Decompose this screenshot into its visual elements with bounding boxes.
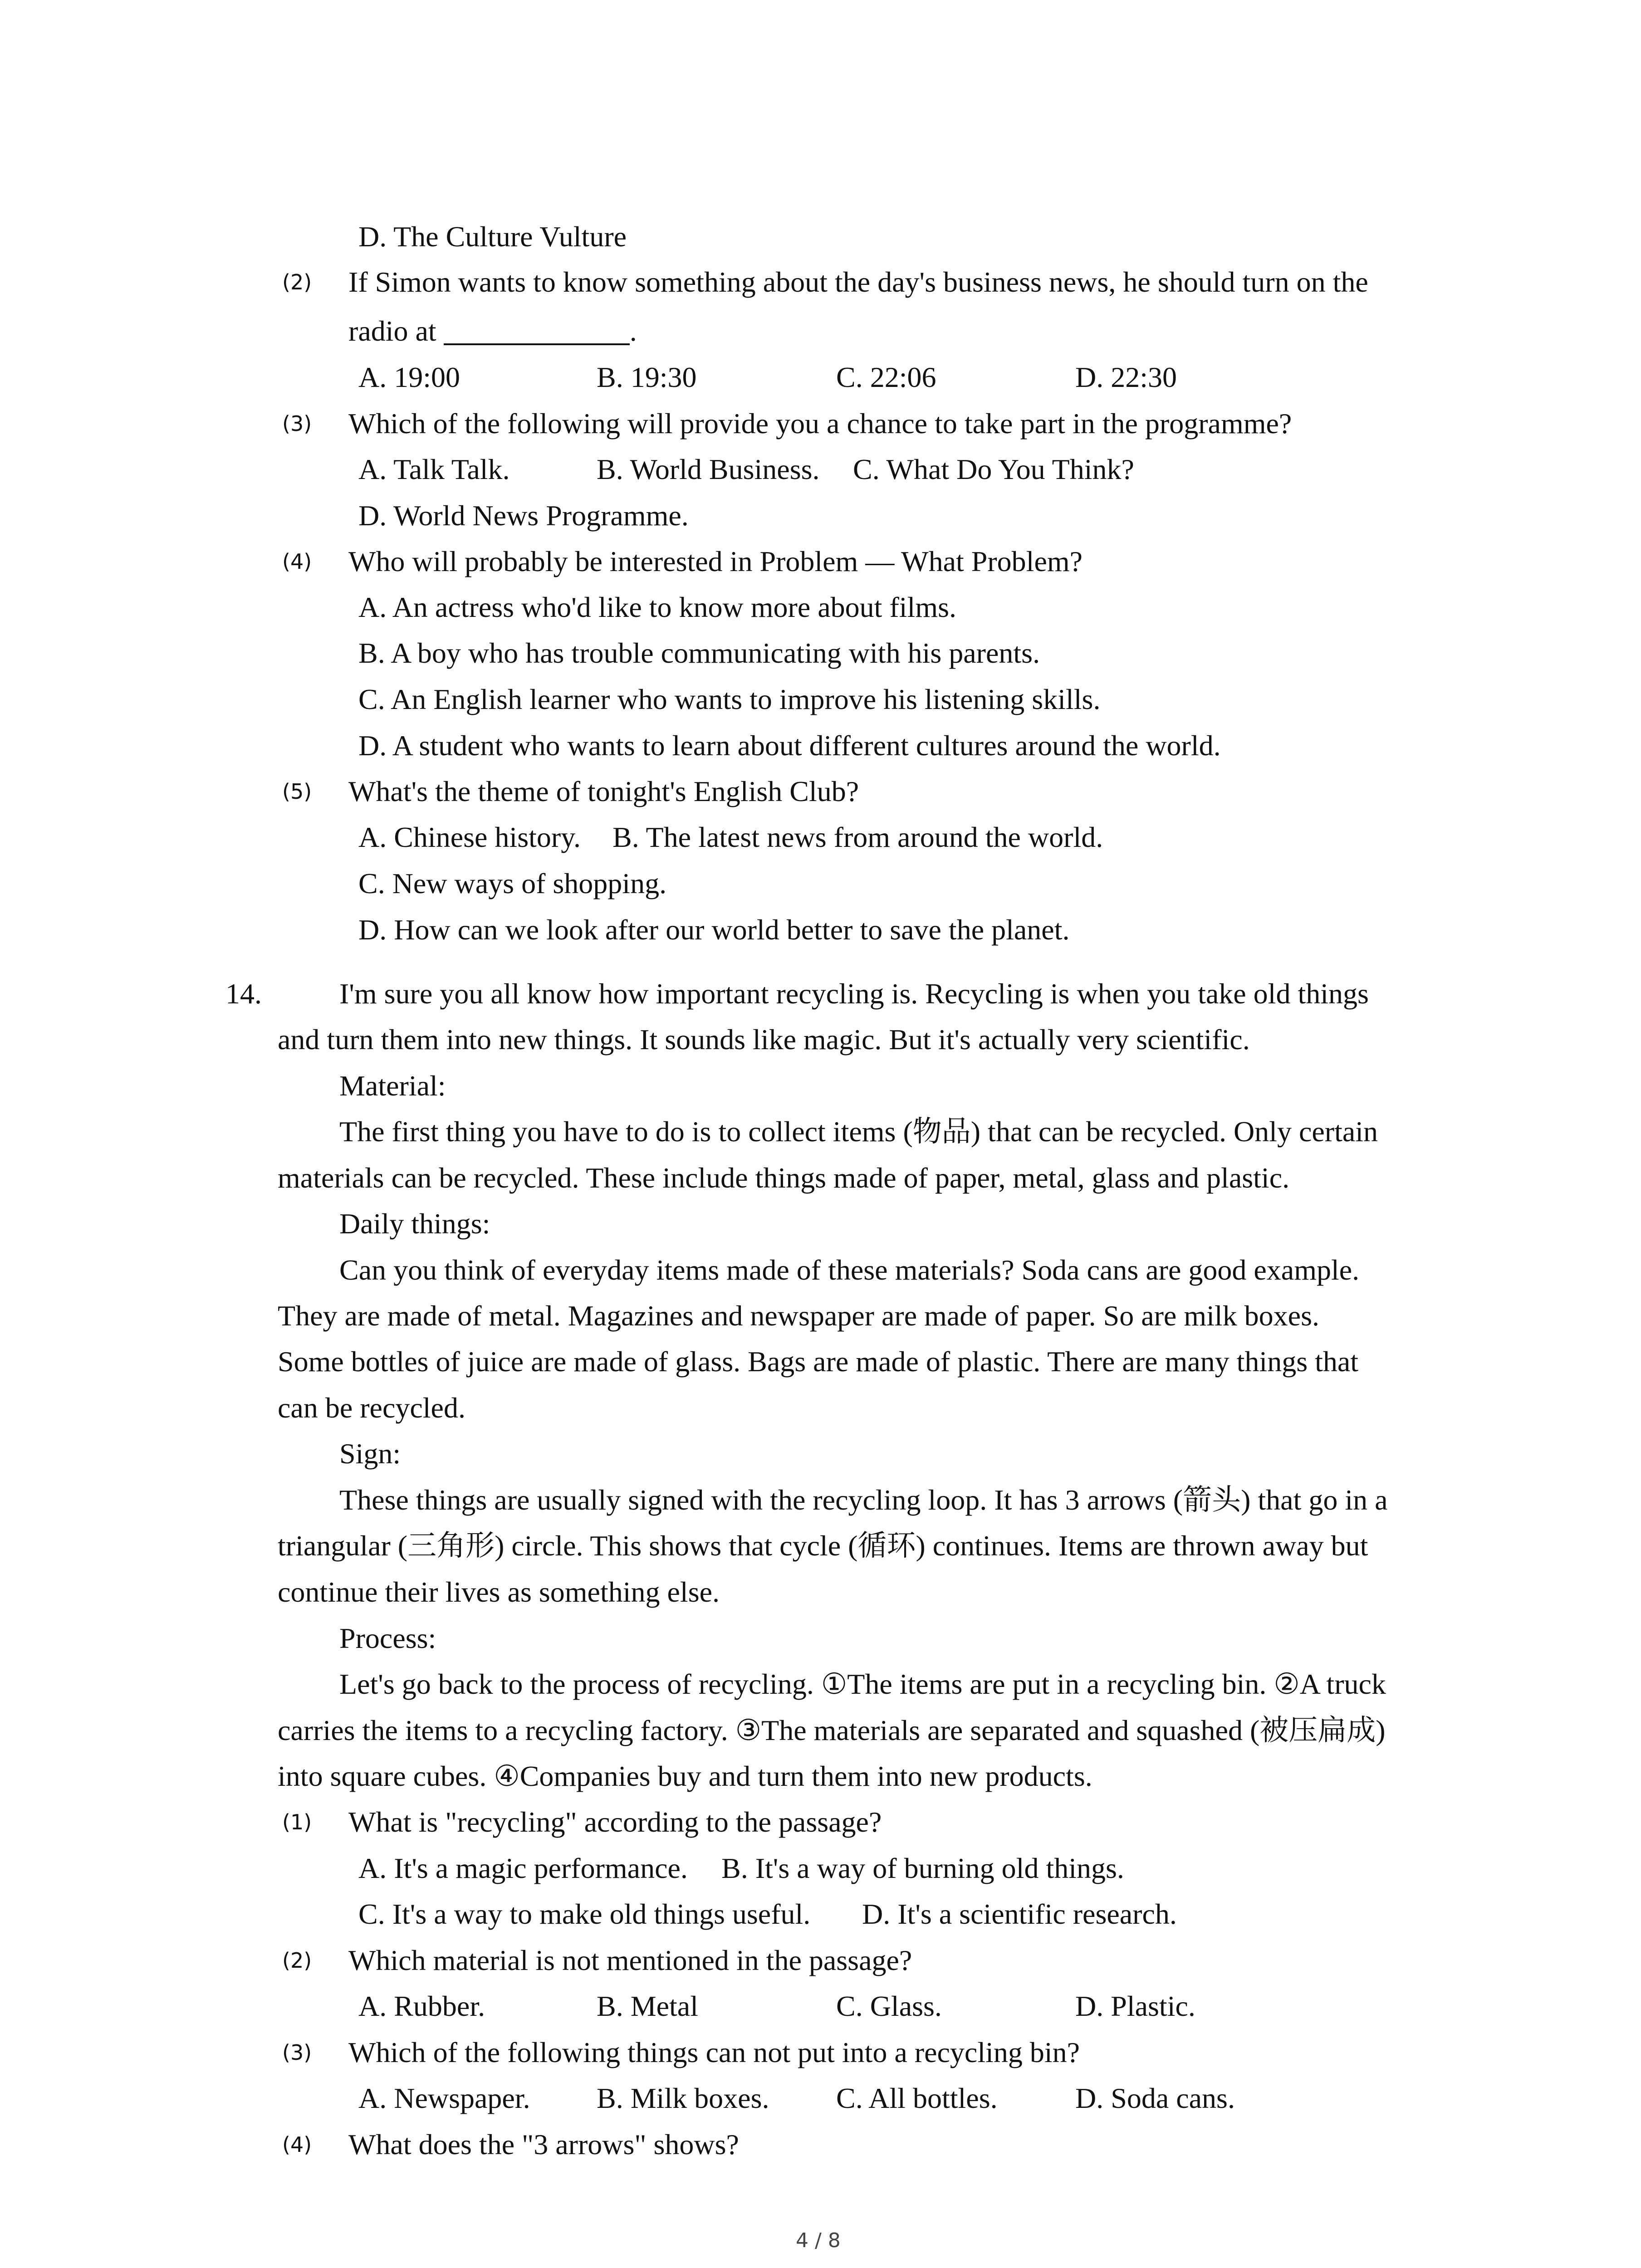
q14-1-option-c: C. It's a way to make old things useful. (358, 1898, 811, 1930)
passage-line: can be recycled. (278, 1392, 465, 1424)
passage-line: carries the items to a recycling factory. ③The materials are separated and squashed (被压扁成) (278, 1714, 1386, 1746)
section-heading-process: Process: (339, 1622, 436, 1654)
q13-1-option-d: D. The Culture Vulture (358, 220, 627, 253)
q13-3-number: (3) (282, 411, 312, 436)
q14-1-stem: What is "recycling" according to the passage? (348, 1806, 882, 1838)
passage-line: These things are usually signed with the recycling loop. It has 3 arrows (箭头) that go in a (339, 1484, 1388, 1516)
q14-3-option-b: B. Milk boxes. (597, 2082, 769, 2114)
q13-2-number: (2) (282, 270, 312, 294)
passage-line: continue their lives as something else. (278, 1576, 720, 1608)
q13-5-option-d: D. How can we look after our world better to save the planet. (358, 914, 1070, 946)
q14-1-option-b: B. It's a way of burning old things. (721, 1852, 1124, 1884)
section-heading-sign: Sign: (339, 1437, 401, 1470)
passage-line: They are made of metal. Magazines and newspaper are made of paper. So are milk boxes. (278, 1300, 1319, 1332)
passage-line: and turn them into new things. It sounds like magic. But it's actually very scientific. (278, 1023, 1250, 1056)
q14-1-option-a: A. It's a magic performance. (358, 1852, 688, 1884)
q14-2-number: (2) (282, 1948, 312, 1973)
q13-2-option-c: C. 22:06 (836, 361, 936, 393)
passage-line: materials can be recycled. These include things made of paper, metal, glass and plastic. (278, 1162, 1290, 1194)
q14-3-option-d: D. Soda cans. (1075, 2082, 1235, 2114)
passage-line: into square cubes. ④Companies buy and turn them into new products. (278, 1760, 1092, 1792)
q14-3-number: (3) (282, 2040, 312, 2065)
q13-4-option-c: C. An English learner who wants to improve his listening skills. (358, 683, 1101, 715)
q14-2-option-b: B. Metal (597, 1990, 698, 2022)
passage-line: Some bottles of juice are made of glass. Bags are made of plastic. There are many things that (278, 1345, 1359, 1378)
q13-3-option-c: C. What Do You Think? (853, 453, 1134, 485)
q14-number: 14. (225, 978, 262, 1010)
q13-5-option-b: B. The latest news from around the world. (612, 821, 1103, 853)
q14-3-option-a: A. Newspaper. (358, 2082, 530, 2114)
q14-3-stem: Which of the following things can not put into a recycling bin? (348, 2036, 1080, 2068)
passage-line: The first thing you have to do is to collect items (物品) that can be recycled. Only certain (339, 1115, 1378, 1148)
section-heading-material: Material: (339, 1070, 446, 1102)
q13-4-number: (4) (282, 549, 312, 574)
q13-5-option-a: A. Chinese history. (358, 821, 581, 853)
q14-1-option-d: D. It's a scientific research. (862, 1898, 1177, 1930)
q13-4-option-d: D. A student who wants to learn about different cultures around the world. (358, 729, 1221, 762)
q14-2-option-d: D. Plastic. (1075, 1990, 1195, 2022)
page-number: 4 / 8 (796, 2229, 841, 2252)
q13-2-stem: If Simon wants to know something about the day's business news, he should turn on the (348, 266, 1368, 298)
q13-2-option-b: B. 19:30 (597, 361, 697, 393)
q13-4-option-b: B. A boy who has trouble communicating with his parents. (358, 637, 1040, 669)
section-heading-daily-things: Daily things: (339, 1207, 490, 1240)
passage-line: Can you think of everyday items made of these materials? Soda cans are good example. (339, 1254, 1360, 1286)
q14-4-number: (4) (282, 2132, 312, 2157)
passage-line: triangular (三角形) circle. This shows that cycle (循环) continues. Items are thrown away but (278, 1530, 1368, 1562)
q14-2-option-a: A. Rubber. (358, 1990, 485, 2022)
passage-line: Let's go back to the process of recycling. ①The items are put in a recycling bin. ②A truck (339, 1668, 1386, 1700)
q14-3-option-c: C. All bottles. (836, 2082, 998, 2114)
q13-3-stem: Which of the following will provide you a chance to take part in the programme? (348, 407, 1292, 440)
q13-3-option-a: A. Talk Talk. (358, 453, 510, 485)
answer-blank (444, 318, 630, 345)
q13-5-stem: What's the theme of tonight's English Club? (348, 775, 859, 807)
q13-5-number: (5) (282, 779, 312, 804)
q13-4-stem: Who will probably be interested in Problem — What Problem? (348, 545, 1083, 577)
q14-4-stem: What does the "3 arrows" shows? (348, 2128, 739, 2160)
q13-4-option-a: A. An actress who'd like to know more about films. (358, 591, 956, 623)
q14-2-stem: Which material is not mentioned in the passage? (348, 1944, 912, 1976)
q13-3-option-d: D. World News Programme. (358, 499, 689, 532)
q13-5-option-c: C. New ways of shopping. (358, 867, 667, 899)
passage-line: I'm sure you all know how important recycling is. Recycling is when you take old things (339, 978, 1369, 1010)
q13-2-option-d: D. 22:30 (1075, 361, 1177, 393)
q13-2-stem-cont: radio at . (348, 315, 637, 347)
q14-1-number: (1) (282, 1810, 312, 1834)
q13-2-option-a: A. 19:00 (358, 361, 460, 393)
q13-3-option-b: B. World Business. (597, 453, 820, 485)
q14-2-option-c: C. Glass. (836, 1990, 942, 2022)
